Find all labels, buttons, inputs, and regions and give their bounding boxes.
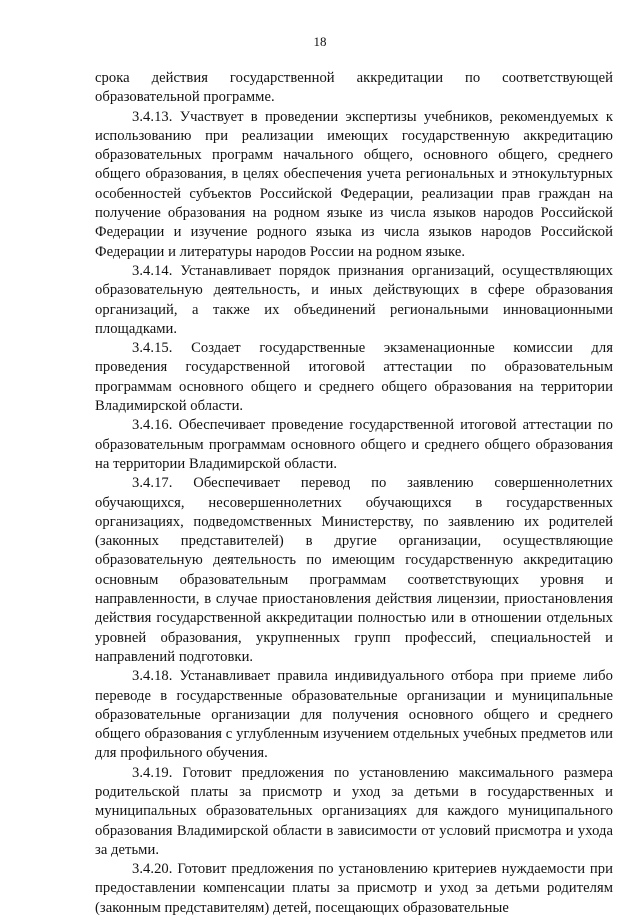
paragraph-3-4-16: 3.4.16. Обеспечивает проведение государственной итоговой аттестации по образовательным программам основного общего и среднего общего образования на территории Владимирской области.: [95, 417, 613, 472]
paragraph-3-4-14: 3.4.14. Устанавливает порядок признания организаций, осуществляющих образовательную деятельность, и иных действующих в сфере образования организаций, а также их объединений региональными инновационными площадками.: [95, 262, 613, 337]
paragraph-continuation: срока действия государственной аккредитации по соответствующей образовательной программе.: [95, 70, 613, 106]
paragraph-3-4-13: 3.4.13. Участвует в проведении экспертизы учебников, рекомендуемых к использованию при реализации имеющих государственную аккредитацию образовательных программ начального общего, основного общего, среднего общего образования, в целях обеспечения учета региональных и этнокультурных особенностей субъектов Российской Федерации, реализации прав граждан на получение образования на родном языке из числа языков народов Российской Федерации и изучение родного языка из числа языков народов Российской Федерации и литературы народов России на родном языке.: [95, 108, 613, 260]
paragraph-3-4-20: 3.4.20. Готовит предложения по установлению критериев нуждаемости при предоставлении компенсации платы за присмотр и уход за детьми родителям (законным представителям) детей, посещающих образовательные: [95, 861, 613, 916]
paragraph-3-4-15: 3.4.15. Создает государственные экзаменационные комиссии для проведения государственной итоговой аттестации по образовательным программам основного общего и среднего общего образования на территории Владимирской области.: [95, 340, 613, 415]
document-body: [95, 69, 613, 918]
paragraph-3-4-19: 3.4.19. Готовит предложения по установлению максимального размера родительской платы за присмотр и уход за детьми в государственных и муниципальных образовательных организациях для каждого муниципального образования Владимирской области в зависимости от условий присмотра и ухода за детьми.: [95, 764, 613, 858]
paragraph-3-4-18: 3.4.18. Устанавливает правила индивидуального отбора при приеме либо переводе в государственные образовательные организации и муниципальные образовательные организации для получения основного общего и среднего общего образования с углубленным изучением отдельных учебных предметов или для профильного обучения.: [95, 668, 613, 762]
paragraph-3-4-17: 3.4.17. Обеспечивает перевод по заявлению совершеннолетних обучающихся, несовершеннолетних обучающихся в государственных организациях, подведомственных Министерству, по заявлению их родителей (законных представителей) в другие организации, осуществляющие образовательную деятельность по имеющим государственную аккредитацию основным образовательным программам соответствующих уровня и направленности, в случае приостановления действия лицензии, приостановления действия государственной аккредитации полностью или в отношении отдельных уровней образования, укрупненных групп профессий, специальностей и направлений подготовки.: [95, 475, 613, 665]
page-number: 18: [313, 34, 327, 49]
